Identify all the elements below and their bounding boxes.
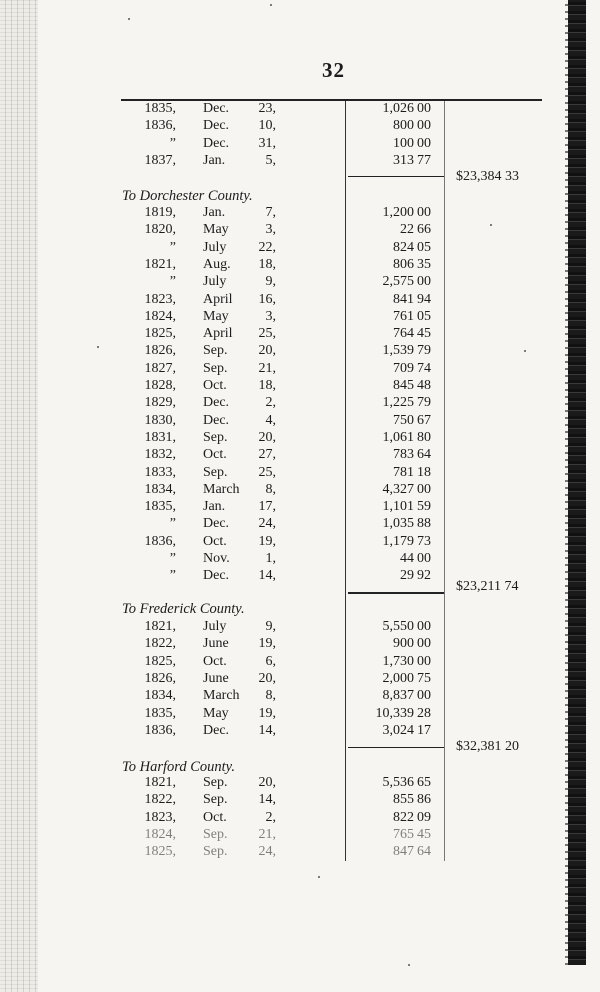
entry-month: Sep. <box>203 826 228 842</box>
entry-dollars: 8,837 <box>382 688 414 704</box>
entry-cents: 35 <box>417 256 431 272</box>
entry-day: 9, <box>265 619 276 634</box>
entry-year: 1836, <box>144 118 176 134</box>
entry-cents: 05 <box>417 308 431 324</box>
entry-day: 16, <box>258 291 276 307</box>
ledger-row <box>0 273 600 290</box>
entry-month: Jan. <box>203 152 226 168</box>
entry-cents: 00 <box>417 619 431 634</box>
entry-month: Aug. <box>203 256 231 272</box>
entry-dollars: 800 <box>393 118 414 134</box>
entry-month: Dec. <box>203 118 230 134</box>
entry-year: 1828, <box>144 378 176 393</box>
entry-day: 21, <box>258 826 276 842</box>
entry-dollars: 1,101 <box>382 499 414 515</box>
entry-month: Jan. <box>203 205 226 220</box>
entry-month: June <box>203 636 229 652</box>
entry-day: 2, <box>265 395 276 411</box>
ledger-row <box>0 687 600 704</box>
entry-cents: 45 <box>417 326 431 342</box>
entry-year: 1825, <box>144 653 176 669</box>
entry-year: ” <box>169 239 176 255</box>
entry-day: 17, <box>258 499 276 515</box>
scan-speck <box>490 224 492 226</box>
entry-month: Sep. <box>203 429 228 445</box>
scan-speck <box>270 4 272 6</box>
entry-year: 1822, <box>144 792 176 808</box>
entry-month: July <box>203 274 227 290</box>
entry-cents: 00 <box>417 551 431 566</box>
entry-dollars: 29 <box>400 568 414 584</box>
entry-dollars: 761 <box>393 308 414 324</box>
ledger-row <box>0 705 600 722</box>
entry-cents: 88 <box>417 516 431 532</box>
entry-day: 8, <box>265 688 276 704</box>
entry-day: 8, <box>265 481 276 497</box>
entry-year: 1820, <box>144 222 176 238</box>
section-heading: To Harford County. <box>122 759 235 775</box>
entry-day: 19, <box>258 533 276 549</box>
entry-day: 18, <box>258 256 276 272</box>
entry-day: 31, <box>258 135 276 151</box>
entry-year: 1823, <box>144 291 176 307</box>
scan-speck <box>408 964 410 966</box>
entry-year: 1825, <box>144 844 176 860</box>
entry-day: 20, <box>258 429 276 445</box>
sum-rule-3 <box>348 747 444 748</box>
ledger-row <box>0 342 600 359</box>
entry-year: 1819, <box>144 205 176 220</box>
entry-cents: 00 <box>417 135 431 151</box>
entry-day: 25, <box>258 326 276 342</box>
ledger-row <box>0 826 600 843</box>
entry-dollars: 781 <box>393 464 414 480</box>
section-total: $23,384 33 <box>456 169 519 184</box>
entry-month: Dec. <box>203 722 230 738</box>
entry-cents: 09 <box>417 809 431 825</box>
entry-day: 5, <box>265 152 276 168</box>
ledger-row <box>0 481 600 498</box>
entry-cents: 79 <box>417 343 431 359</box>
entry-month: May <box>203 222 229 238</box>
ledger-row <box>0 135 600 152</box>
entry-day: 7, <box>265 205 276 220</box>
entry-year: ” <box>169 516 176 532</box>
entry-cents: 67 <box>417 412 431 428</box>
section-total: $23,211 74 <box>456 579 519 594</box>
entry-month: Oct. <box>203 378 227 393</box>
ledger-row <box>0 117 600 134</box>
ledger-row <box>0 377 600 394</box>
ledger-row <box>0 239 600 256</box>
scan-speck <box>318 876 320 878</box>
entry-cents: 00 <box>417 688 431 704</box>
entry-cents: 00 <box>417 205 431 220</box>
ledger-row <box>0 464 600 481</box>
ledger-row <box>0 533 600 550</box>
ledger-row <box>0 653 600 670</box>
entry-month: July <box>203 619 227 634</box>
entry-dollars: 847 <box>393 844 414 860</box>
entry-month: Oct. <box>203 809 227 825</box>
entry-dollars: 1,061 <box>382 429 414 445</box>
entry-day: 24, <box>258 844 276 860</box>
entry-day: 10, <box>258 118 276 134</box>
ledger-row <box>0 635 600 652</box>
entry-month: June <box>203 670 229 686</box>
entry-year: 1821, <box>144 256 176 272</box>
ledger-row <box>0 809 600 826</box>
entry-day: 22, <box>258 239 276 255</box>
scan-speck <box>97 346 99 348</box>
entry-year: 1824, <box>144 826 176 842</box>
entry-month: April <box>203 326 233 342</box>
entry-cents: 77 <box>417 152 431 168</box>
entry-dollars: 3,024 <box>382 722 414 738</box>
entry-dollars: 764 <box>393 326 414 342</box>
entry-month: April <box>203 291 233 307</box>
entry-year: 1830, <box>144 412 176 428</box>
entry-cents: 00 <box>417 636 431 652</box>
entry-year: 1823, <box>144 809 176 825</box>
entry-dollars: 313 <box>393 152 414 168</box>
entry-year: ” <box>169 135 176 151</box>
entry-dollars: 822 <box>393 809 414 825</box>
entry-cents: 73 <box>417 533 431 549</box>
entry-dollars: 783 <box>393 447 414 463</box>
ledger-row <box>0 722 600 739</box>
entry-month: Sep. <box>203 464 228 480</box>
entry-day: 19, <box>258 636 276 652</box>
entry-year: 1836, <box>144 722 176 738</box>
entry-cents: 00 <box>417 118 431 134</box>
ledger-row <box>0 256 600 273</box>
entry-year: 1821, <box>144 775 176 790</box>
entry-cents: 74 <box>417 360 431 376</box>
entry-day: 20, <box>258 670 276 686</box>
entry-day: 6, <box>265 653 276 669</box>
entry-dollars: 100 <box>393 135 414 151</box>
scan-speck <box>128 18 130 20</box>
entry-year: 1826, <box>144 343 176 359</box>
section-total: $32,381 20 <box>456 739 519 754</box>
ledger-row <box>0 308 600 325</box>
entry-month: Sep. <box>203 844 228 860</box>
entry-dollars: 44 <box>400 551 414 566</box>
entry-cents: 75 <box>417 670 431 686</box>
section-heading: To Frederick County. <box>122 601 245 617</box>
entry-day: 18, <box>258 378 276 393</box>
entry-cents: 66 <box>417 222 431 238</box>
entry-year: 1835, <box>144 705 176 721</box>
entry-dollars: 1,730 <box>382 653 414 669</box>
scan-speck <box>524 350 526 352</box>
ledger-row <box>0 360 600 377</box>
entry-dollars: 1,225 <box>382 395 414 411</box>
section-heading: To Dorchester County. <box>122 188 253 204</box>
entry-dollars: 750 <box>393 412 414 428</box>
ledger-row <box>0 221 600 238</box>
entry-cents: 18 <box>417 464 431 480</box>
entry-dollars: 1,035 <box>382 516 414 532</box>
entry-dollars: 845 <box>393 378 414 393</box>
entry-day: 3, <box>265 308 276 324</box>
entry-dollars: 4,327 <box>382 481 414 497</box>
entry-dollars: 22 <box>400 222 414 238</box>
entry-day: 24, <box>258 516 276 532</box>
entry-month: May <box>203 308 229 324</box>
entry-day: 27, <box>258 447 276 463</box>
entry-cents: 00 <box>417 653 431 669</box>
ledger-row <box>0 429 600 446</box>
entry-dollars: 824 <box>393 239 414 255</box>
entry-dollars: 10,339 <box>375 705 414 721</box>
entry-year: 1829, <box>144 395 176 411</box>
ledger-row <box>0 152 600 169</box>
ledger-row <box>0 325 600 342</box>
entry-day: 4, <box>265 412 276 428</box>
entry-day: 2, <box>265 809 276 825</box>
ledger-row <box>0 843 600 860</box>
entry-year: 1824, <box>144 308 176 324</box>
entry-cents: 05 <box>417 239 431 255</box>
entry-dollars: 2,000 <box>382 670 414 686</box>
entry-dollars: 2,575 <box>382 274 414 290</box>
entry-month: Jan. <box>203 499 226 515</box>
entry-month: March <box>203 481 240 497</box>
entry-dollars: 5,536 <box>382 775 414 790</box>
entry-year: 1835, <box>144 101 176 116</box>
entry-month: Sep. <box>203 775 228 790</box>
page-number: 32 <box>322 58 345 82</box>
entry-dollars: 1,026 <box>382 101 414 116</box>
entry-day: 1, <box>265 551 276 566</box>
entry-dollars: 841 <box>393 291 414 307</box>
entry-day: 25, <box>258 464 276 480</box>
entry-year: 1827, <box>144 360 176 376</box>
entry-year: ” <box>169 274 176 290</box>
entry-cents: 65 <box>417 775 431 790</box>
entry-day: 14, <box>258 568 276 584</box>
ledger-row <box>0 618 600 635</box>
ledger-row <box>0 774 600 791</box>
ledger-row <box>0 550 600 567</box>
entry-day: 20, <box>258 775 276 790</box>
entry-cents: 94 <box>417 291 431 307</box>
entry-year: ” <box>169 568 176 584</box>
entry-day: 14, <box>258 722 276 738</box>
entry-month: Dec. <box>203 516 230 532</box>
entry-cents: 48 <box>417 378 431 393</box>
sum-rule-1 <box>348 176 444 177</box>
entry-month: Dec. <box>203 568 230 584</box>
entry-cents: 17 <box>417 722 431 738</box>
entry-day: 3, <box>265 222 276 238</box>
entry-cents: 80 <box>417 429 431 445</box>
entry-year: ” <box>169 551 176 566</box>
ledger-row <box>0 412 600 429</box>
entry-day: 9, <box>265 274 276 290</box>
entry-dollars: 765 <box>393 826 414 842</box>
entry-dollars: 1,179 <box>382 533 414 549</box>
entry-month: Dec. <box>203 412 230 428</box>
ledger-row <box>0 291 600 308</box>
entry-cents: 00 <box>417 274 431 290</box>
entry-cents: 00 <box>417 481 431 497</box>
entry-month: May <box>203 705 229 721</box>
sum-rule-2 <box>348 592 444 594</box>
entry-day: 19, <box>258 705 276 721</box>
entry-day: 20, <box>258 343 276 359</box>
entry-year: 1835, <box>144 499 176 515</box>
entry-month: Oct. <box>203 533 227 549</box>
entry-year: 1831, <box>144 429 176 445</box>
entry-month: March <box>203 688 240 704</box>
entry-month: Dec. <box>203 101 230 116</box>
entry-dollars: 855 <box>393 792 414 808</box>
entry-year: 1837, <box>144 152 176 168</box>
entry-dollars: 900 <box>393 636 414 652</box>
entry-day: 23, <box>258 101 276 116</box>
ledger-row <box>0 100 600 117</box>
entry-cents: 64 <box>417 844 431 860</box>
entry-cents: 00 <box>417 101 431 116</box>
entry-year: 1834, <box>144 481 176 497</box>
ledger-row <box>0 446 600 463</box>
entry-month: Oct. <box>203 447 227 463</box>
entry-cents: 28 <box>417 705 431 721</box>
entry-dollars: 5,550 <box>382 619 414 634</box>
entry-year: 1836, <box>144 533 176 549</box>
entry-cents: 79 <box>417 395 431 411</box>
entry-year: 1832, <box>144 447 176 463</box>
entry-dollars: 806 <box>393 256 414 272</box>
entry-dollars: 709 <box>393 360 414 376</box>
entry-day: 21, <box>258 360 276 376</box>
entry-year: 1822, <box>144 636 176 652</box>
entry-cents: 45 <box>417 826 431 842</box>
ledger-row <box>0 791 600 808</box>
entry-year: 1834, <box>144 688 176 704</box>
entry-month: July <box>203 239 227 255</box>
ledger-row <box>0 204 600 221</box>
entry-month: Dec. <box>203 395 230 411</box>
entry-day: 14, <box>258 792 276 808</box>
entry-month: Oct. <box>203 653 227 669</box>
entry-dollars: 1,200 <box>382 205 414 220</box>
entry-month: Dec. <box>203 135 230 151</box>
entry-cents: 64 <box>417 447 431 463</box>
entry-month: Sep. <box>203 792 228 808</box>
ledger-row <box>0 670 600 687</box>
entry-month: Sep. <box>203 360 228 376</box>
entry-year: 1821, <box>144 619 176 634</box>
entry-month: Nov. <box>203 551 230 566</box>
ledger-row <box>0 394 600 411</box>
entry-dollars: 1,539 <box>382 343 414 359</box>
entry-year: 1833, <box>144 464 176 480</box>
entry-month: Sep. <box>203 343 228 359</box>
entry-year: 1825, <box>144 326 176 342</box>
entry-cents: 59 <box>417 499 431 515</box>
entry-cents: 92 <box>417 568 431 584</box>
ledger-row <box>0 498 600 515</box>
ledger-row <box>0 515 600 532</box>
entry-cents: 86 <box>417 792 431 808</box>
entry-year: 1826, <box>144 670 176 686</box>
